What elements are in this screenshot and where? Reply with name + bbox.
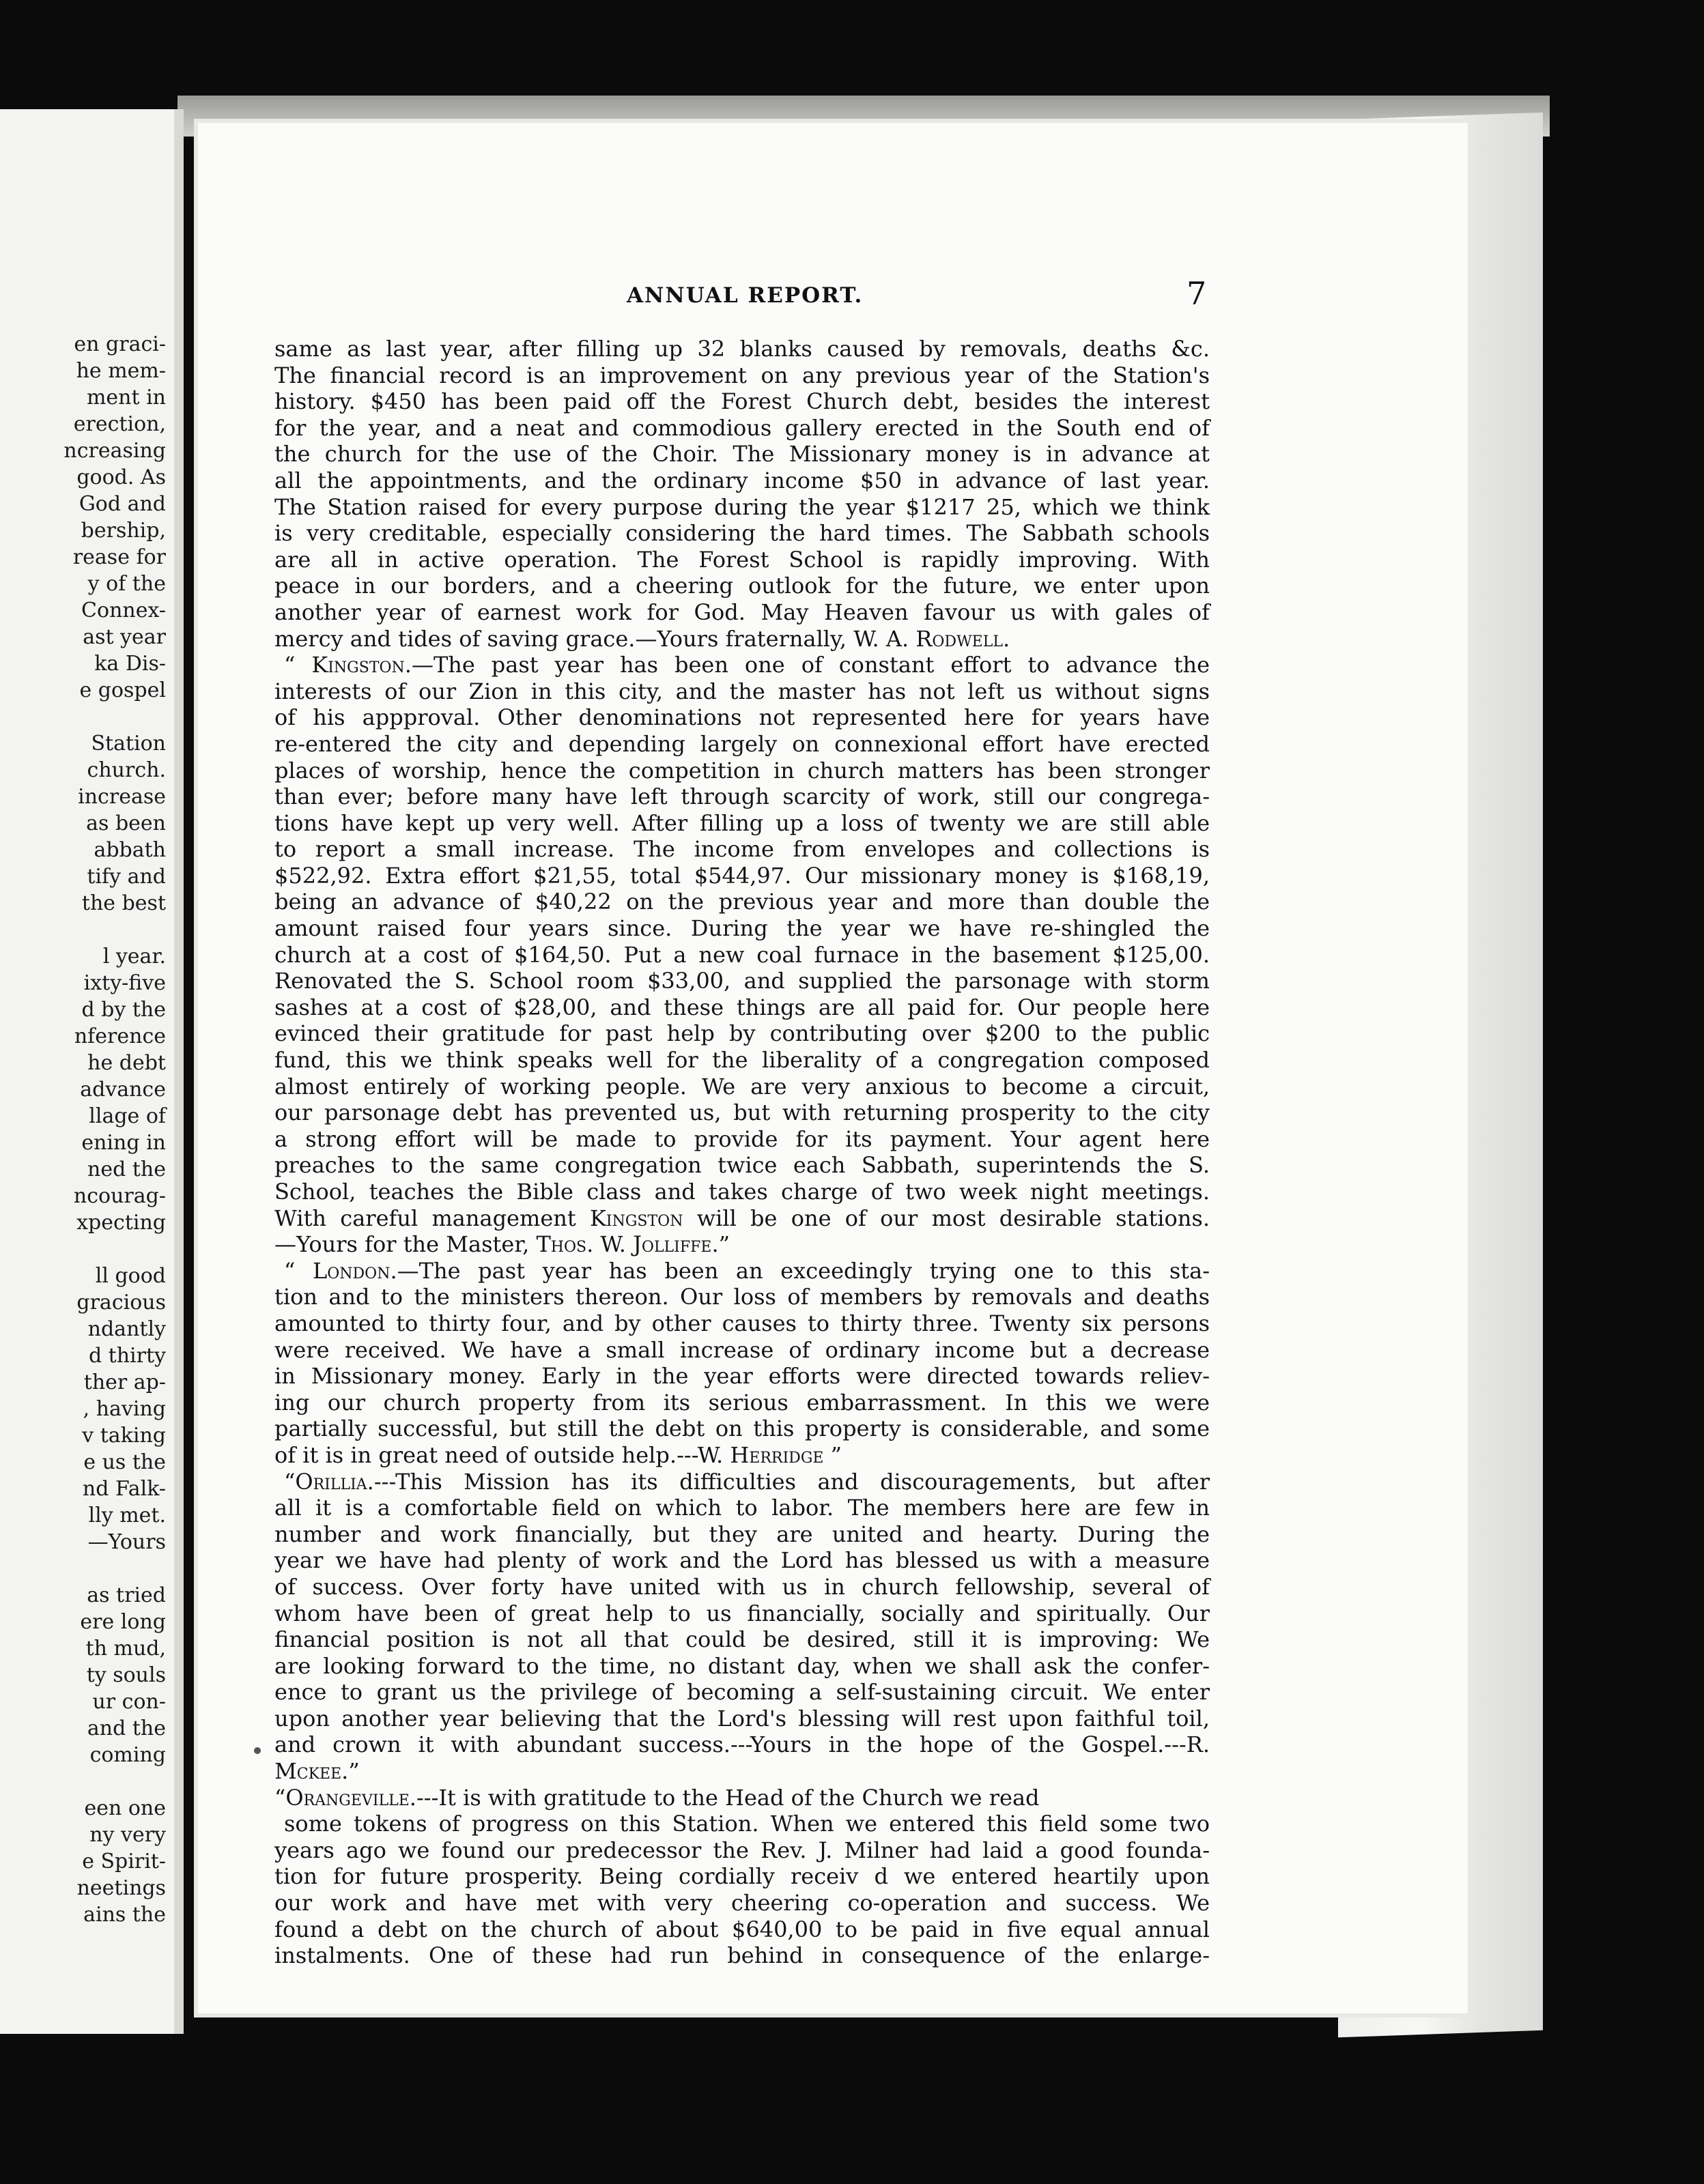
facing-page-line: bership, bbox=[81, 519, 166, 543]
facing-page-line: d thirty bbox=[88, 1344, 166, 1368]
facing-page-line: as tried bbox=[87, 1583, 166, 1607]
text-line: a strong effort will be made to provide for its payment. Your agent here bbox=[274, 1125, 1210, 1152]
text-line: tion and to the ministers thereon. Our loss of members by removals and deaths bbox=[274, 1284, 1210, 1310]
facing-page-line: increase bbox=[78, 785, 166, 809]
ink-speck bbox=[254, 1747, 261, 1754]
text-line: some tokens of progress on this Station. When we entered this field some two bbox=[284, 1811, 1210, 1837]
facing-page-line: abbath bbox=[94, 838, 166, 862]
text-line: almost entirely of working people. We are very anxious to become a circuit, bbox=[274, 1073, 1210, 1100]
facing-page-line: ast year bbox=[83, 625, 166, 649]
text-line: years ago we found our predecessor the Rev. J. Milner had laid a good founda- bbox=[274, 1837, 1210, 1863]
facing-page-line: ening in bbox=[81, 1131, 166, 1155]
facing-page-line: —Yours bbox=[87, 1530, 166, 1554]
text-line: in Missionary money. Early in the year efforts were directed towards reliev- bbox=[274, 1363, 1210, 1390]
text-line: another year of earnest work for God. May Heaven favour us with gales of bbox=[274, 599, 1210, 625]
text-line: than ever; before many have left through scarcity of work, still our congrega- bbox=[274, 784, 1210, 810]
text-line: are all in active operation. The Forest School is rapidly improving. With bbox=[274, 546, 1210, 573]
facing-page-line: Station bbox=[91, 732, 166, 756]
text-line: of success. Over forty have united with us in church fellowship, several of bbox=[274, 1573, 1210, 1600]
facing-page-line: ains the bbox=[83, 1903, 166, 1927]
text-line: financial position is not all that could be desired, still it is improving: We bbox=[274, 1626, 1210, 1653]
facing-page-line: ere long bbox=[80, 1610, 166, 1634]
text-line: to report a small increase. The income from envelopes and collections is bbox=[274, 836, 1210, 863]
text-line: our work and have met with very cheering co-operation and success. We bbox=[274, 1890, 1210, 1916]
text-line: amount raised four years since. During the year we have re-shingled the bbox=[274, 915, 1210, 942]
page-header bbox=[198, 275, 1468, 312]
facing-page-line: and the bbox=[87, 1716, 166, 1740]
facing-page-line: e Spirit- bbox=[82, 1850, 166, 1873]
text-line: number and work financially, but they are united and hearty. During the bbox=[274, 1521, 1210, 1547]
facing-page-line: ka Dis- bbox=[94, 652, 166, 676]
facing-page-line: , having bbox=[83, 1397, 166, 1421]
facing-page-line: erection, bbox=[73, 412, 166, 436]
text-line: “ London.—The past year has been an exceedingly trying one to this sta- bbox=[284, 1257, 1210, 1284]
facing-page-line: ixty-five bbox=[83, 971, 166, 995]
facing-page-line: nd Falk- bbox=[82, 1477, 166, 1501]
facing-page-line: church. bbox=[87, 758, 166, 782]
facing-page-line: th mud, bbox=[85, 1637, 166, 1661]
body-text bbox=[274, 336, 1210, 1969]
text-line: School, teaches the Bible class and takes charge of two week night meetings. bbox=[274, 1179, 1210, 1205]
text-line: amounted to thirty four, and by other causes to thirty three. Twenty six persons bbox=[274, 1310, 1210, 1336]
facing-page-line: ment in bbox=[86, 386, 166, 410]
facing-page-line: en graci- bbox=[74, 332, 166, 356]
text-line: the church for the use of the Choir. The Missionary money is in advance at bbox=[274, 441, 1210, 468]
facing-page-line: he mem- bbox=[76, 359, 166, 383]
text-line: fund, this we think speaks well for the liberality of a congregation composed bbox=[274, 1047, 1210, 1074]
facing-page-line: ned the bbox=[87, 1158, 166, 1181]
text-line: all it is a comfortable field on which to labor. The members here are few in bbox=[274, 1495, 1210, 1521]
facing-page-line: he debt bbox=[87, 1051, 166, 1075]
text-line: tions have kept up very well. After filling up a loss of twenty we are still able bbox=[274, 809, 1210, 836]
facing-page-line: e gospel bbox=[79, 678, 166, 702]
facing-page-line: ncourag- bbox=[73, 1184, 166, 1208]
facing-page-line: xpecting bbox=[76, 1211, 166, 1235]
text-line: “Orillia.---This Mission has its difficulties and discouragements, but after bbox=[284, 1468, 1210, 1495]
facing-page bbox=[0, 109, 184, 2034]
facing-page-line: d by the bbox=[81, 998, 166, 1022]
text-line: year we have had plenty of work and the Lord has blessed us with a measure bbox=[274, 1547, 1210, 1574]
text-line: sashes at a cost of $28,00, and these things are all paid for. Our people here bbox=[274, 994, 1210, 1020]
text-line: evinced their gratitude for past help by contributing over $200 to the public bbox=[274, 1020, 1210, 1047]
facing-page-line: l year. bbox=[102, 945, 166, 968]
facing-page-line: God and bbox=[79, 492, 166, 516]
text-line: is very creditable, especially considering the hard times. The Sabbath schools bbox=[274, 520, 1210, 547]
facing-page-line: llage of bbox=[89, 1104, 166, 1128]
text-line: upon another year believing that the Lord's blessing will rest upon faithful toil, bbox=[274, 1705, 1210, 1732]
facing-page-line: ncreasing bbox=[63, 439, 166, 463]
facing-page-line: Connex- bbox=[81, 599, 166, 622]
text-line: same as last year, after filling up 32 blanks caused by removals, deaths &c. bbox=[274, 336, 1210, 362]
facing-page-line: nference bbox=[74, 1024, 166, 1048]
text-line: Mckee.” bbox=[274, 1758, 360, 1785]
text-line: partially successful, but still the debt on this property is considerable, and some bbox=[274, 1416, 1210, 1442]
text-line: “Orangeville.---It is with gratitude to the Head of the Church we read bbox=[274, 1784, 1040, 1811]
text-line: re-entered the city and depending largely on connexional effort have erected bbox=[274, 730, 1210, 757]
facing-page-line: as been bbox=[86, 811, 166, 835]
text-line: of his appproval. Other denominations not represented here for years have bbox=[274, 704, 1210, 731]
facing-page-line: v taking bbox=[82, 1424, 166, 1448]
text-line: are looking forward to the time, no distant day, when we shall ask the confer- bbox=[274, 1652, 1210, 1679]
text-line: mercy and tides of saving grace.—Yours fraternally, W. A. Rodwell. bbox=[274, 625, 1010, 652]
text-line: The Station raised for every purpose during the year $1217 25, which we think bbox=[274, 493, 1210, 520]
facing-page-line: lly met. bbox=[88, 1504, 166, 1527]
facing-page-line: ndantly bbox=[87, 1317, 166, 1341]
text-line: Renovated the S. School room $33,00, and supplied the parsonage with storm bbox=[274, 968, 1210, 994]
running-head: ANNUAL REPORT. bbox=[627, 283, 864, 308]
text-line: our parsonage debt has prevented us, but with returning prosperity to the city bbox=[274, 1100, 1210, 1126]
facing-page-line: coming bbox=[89, 1743, 166, 1767]
text-line: places of worship, hence the competition in church matters has been stronger bbox=[274, 757, 1210, 784]
text-line: “ Kingston.—The past year has been one of constant effort to advance the bbox=[284, 652, 1210, 678]
text-line: —Yours for the Master, Thos. W. Jolliffe.” bbox=[274, 1231, 730, 1258]
facing-page-line: neetings bbox=[76, 1876, 166, 1900]
text-line: $522,92. Extra effort $21,55, total $544,97. Our missionary money is $168,19, bbox=[274, 862, 1210, 889]
text-line: all the appointments, and the ordinary income $50 in advance of last year. bbox=[274, 467, 1210, 493]
text-line: interests of our Zion in this city, and the master has not left us without signs bbox=[274, 678, 1210, 704]
text-line: were received. We have a small increase of ordinary income but a decrease bbox=[274, 1336, 1210, 1363]
text-line: for the year, and a neat and commodious gallery erected in the South end of bbox=[274, 414, 1210, 441]
text-line: peace in our borders, and a cheering outlook for the future, we enter upon bbox=[274, 573, 1210, 599]
text-line: history. $450 has been paid off the Forest Church debt, besides the interest bbox=[274, 388, 1210, 415]
text-line: The financial record is an improvement on any previous year of the Station's bbox=[274, 362, 1210, 388]
book-page bbox=[198, 123, 1468, 2013]
text-line: found a debt on the church of about $640,00 to be paid in five equal annual bbox=[274, 1916, 1210, 1942]
page-number: 7 bbox=[1187, 275, 1207, 312]
text-line: being an advance of $40,22 on the previous year and more than double the bbox=[274, 889, 1210, 915]
facing-page-line: ur con- bbox=[92, 1690, 166, 1714]
facing-page-line: ny very bbox=[89, 1823, 166, 1847]
facing-page-line: gracious bbox=[76, 1291, 166, 1314]
text-line: preaches to the same congregation twice each Sabbath, superintends the S. bbox=[274, 1152, 1210, 1179]
text-line: tion for future prosperity. Being cordially receiv d we entered heartily upon bbox=[274, 1863, 1210, 1890]
facing-page-line: rease for bbox=[72, 545, 166, 569]
facing-page-line: tify and bbox=[87, 865, 166, 889]
facing-page-line: ther ap- bbox=[83, 1370, 166, 1394]
text-line: church at a cost of $164,50. Put a new coal furnace in the basement $125,00. bbox=[274, 941, 1210, 968]
facing-page-line: the best bbox=[81, 891, 166, 915]
text-line: ence to grant us the privilege of becoming a self-sustaining circuit. We enter bbox=[274, 1679, 1210, 1706]
facing-page-line: ty souls bbox=[86, 1663, 166, 1687]
text-line: instalments. One of these had run behind in consequence of the enlarge- bbox=[274, 1942, 1210, 1969]
facing-page-line: een one bbox=[84, 1796, 166, 1820]
text-line: whom have been of great help to us financially, socially and spiritually. Our bbox=[274, 1600, 1210, 1626]
text-line: ing our church property from its serious embarrassment. In this we were bbox=[274, 1389, 1210, 1416]
text-line: and crown it with abundant success.---Yours in the hope of the Gospel.---R. bbox=[274, 1732, 1210, 1758]
facing-page-line: good. As bbox=[76, 465, 166, 489]
facing-page-line: e us the bbox=[83, 1450, 166, 1474]
facing-page-line: y of the bbox=[87, 572, 166, 596]
facing-page-line: advance bbox=[80, 1078, 166, 1102]
text-line: With careful management Kingston will be one of our most desirable stations. bbox=[274, 1205, 1210, 1231]
facing-page-line: ll good bbox=[95, 1264, 166, 1288]
text-line: of it is in great need of outside help.---W. Herridge ” bbox=[274, 1441, 842, 1468]
